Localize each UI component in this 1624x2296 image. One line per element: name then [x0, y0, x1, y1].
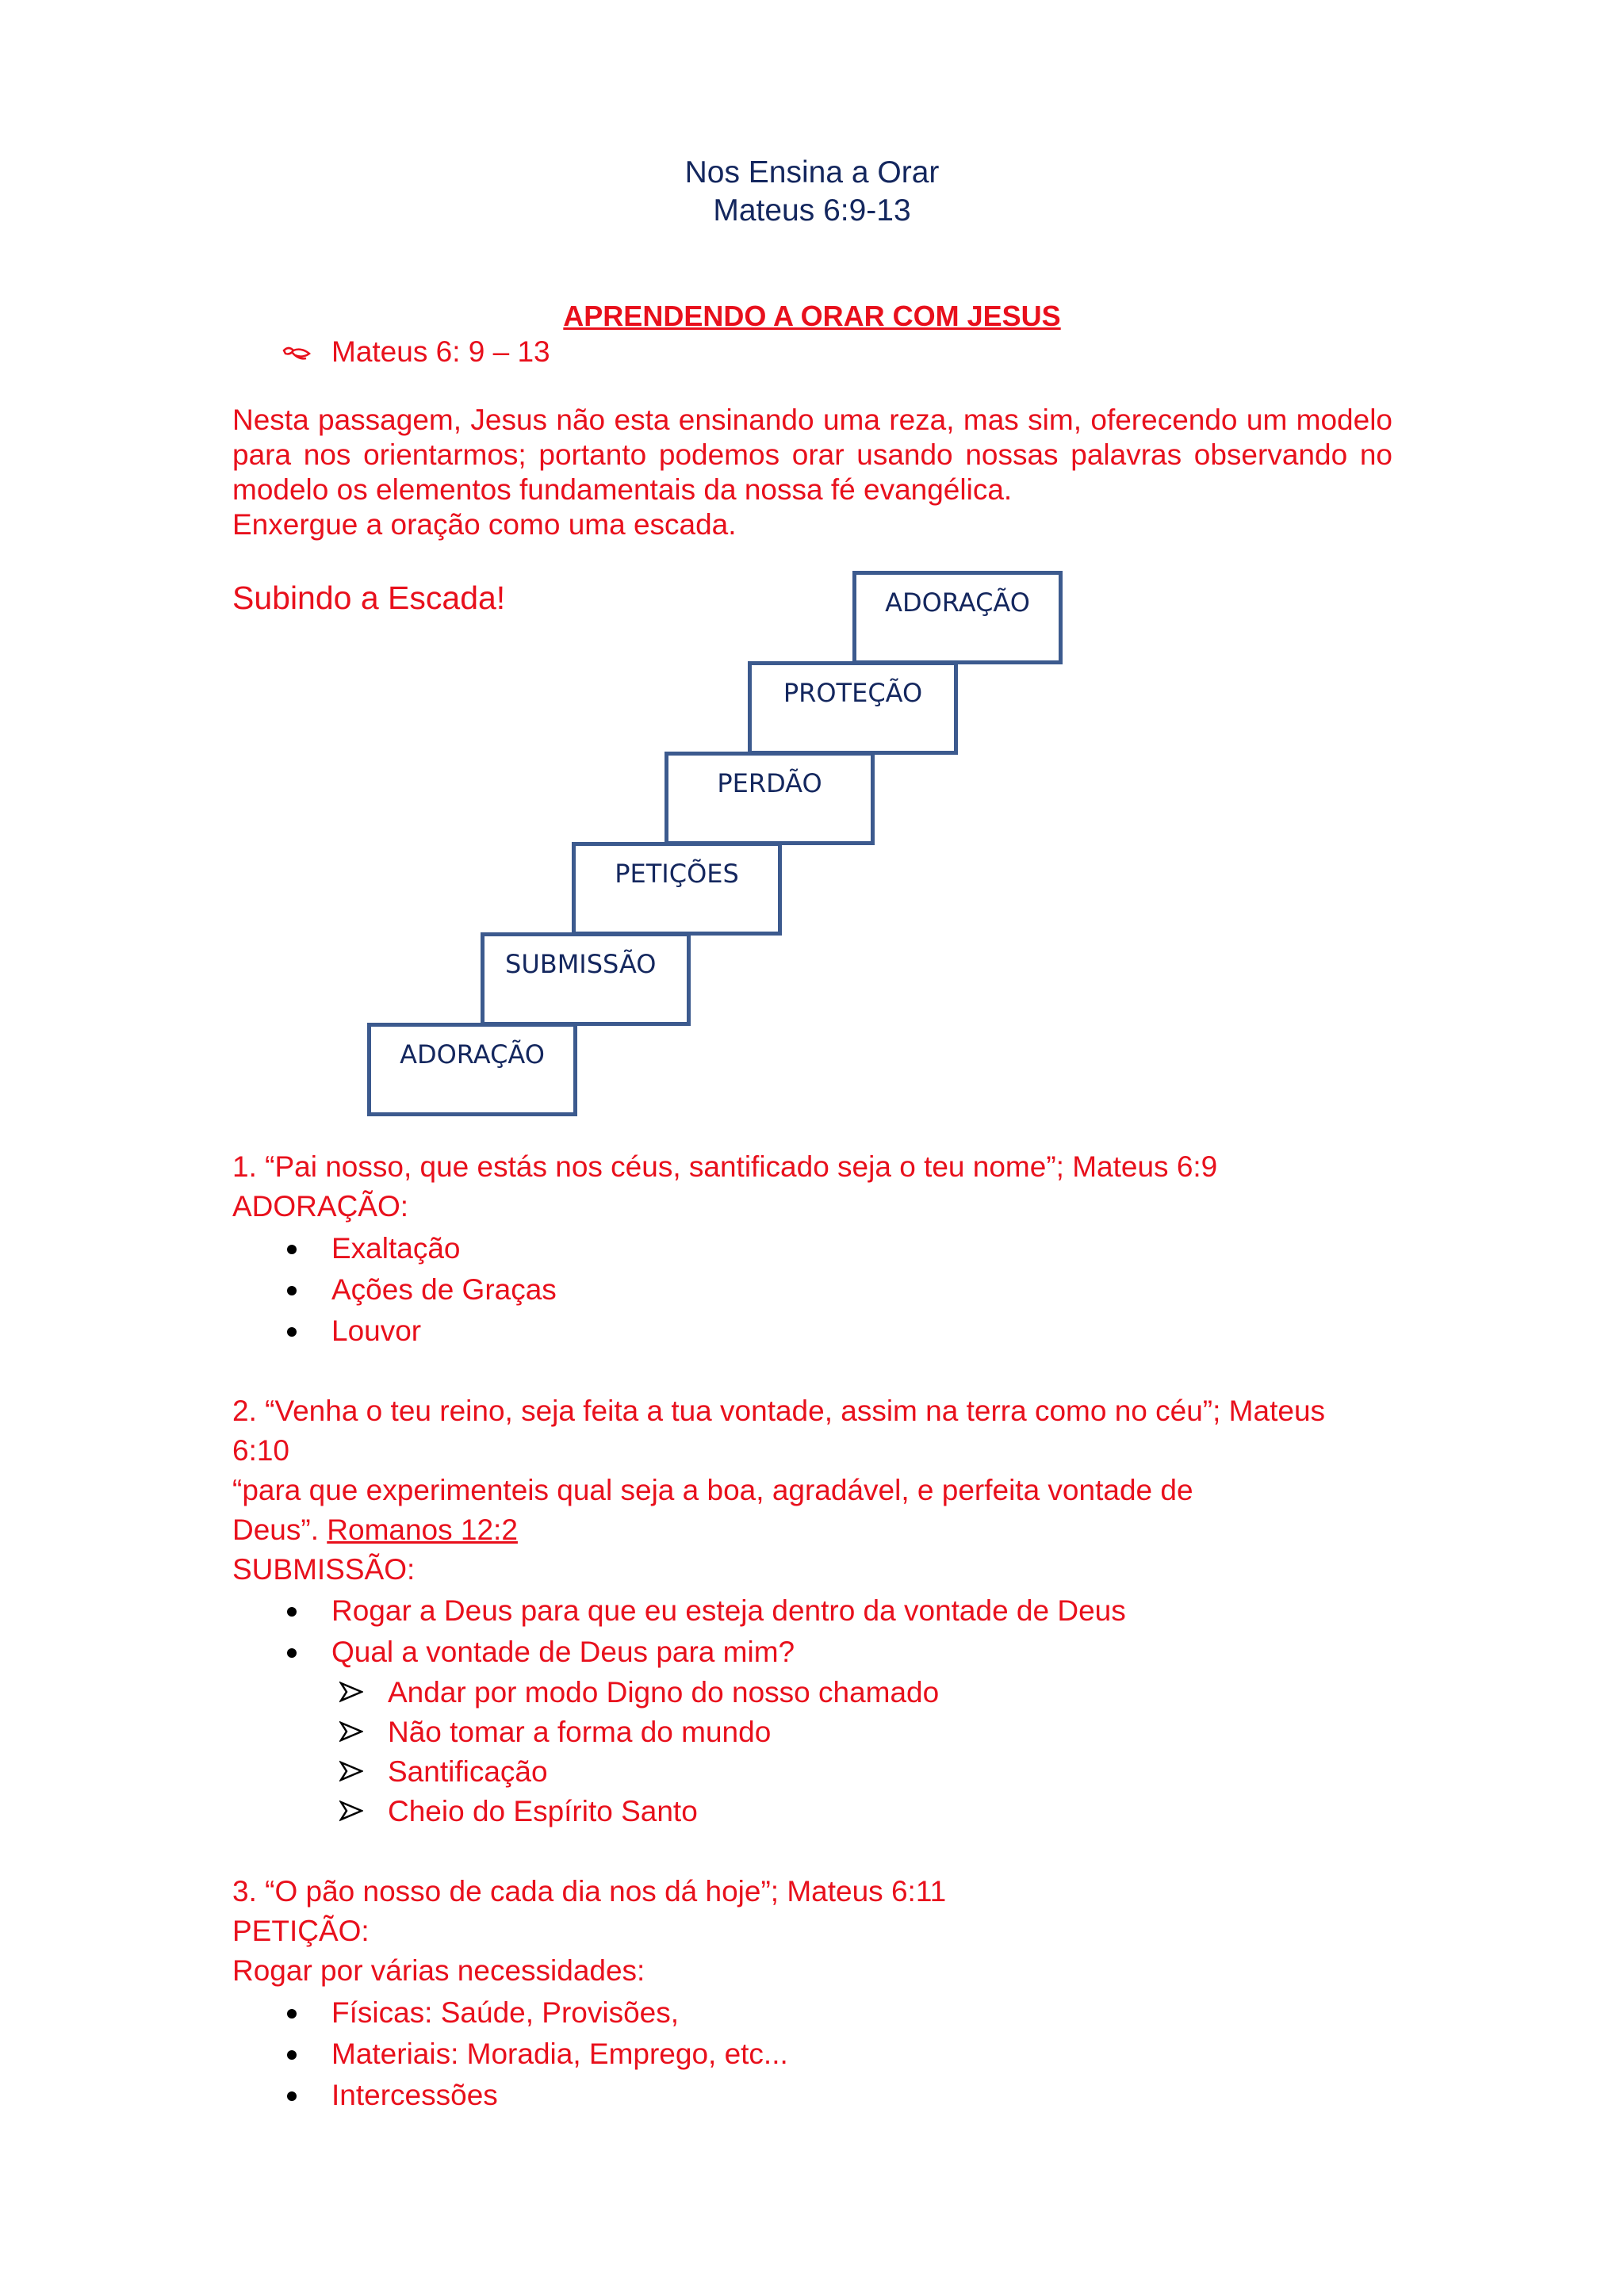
bullet-dot-icon	[287, 1648, 297, 1658]
arrowhead-icon	[339, 1799, 363, 1823]
section2-subitem: Cheio do Espírito Santo	[388, 1795, 698, 1827]
bullet-dot-icon	[287, 2091, 297, 2101]
section2-quote-prefix: Deus”.	[232, 1513, 327, 1546]
section2-label: SUBMISSÃO:	[232, 1553, 416, 1586]
ladder-step-5	[748, 661, 958, 755]
bullet-dot-icon	[287, 2009, 297, 2019]
section-heading: APRENDENDO A ORAR COM JESUS	[563, 300, 1061, 332]
section2-verse-line2: 6:10	[232, 1434, 290, 1467]
section1-item: Ações de Graças	[331, 1273, 557, 1306]
ladder-step-label: ADORAÇÃO	[400, 1039, 545, 1070]
section1-label: ADORAÇÃO:	[232, 1190, 409, 1223]
section3-item: Físicas: Saúde, Provisões,	[331, 1996, 680, 2029]
ladder-step-label: PETIÇÕES	[615, 859, 739, 889]
arrowhead-icon	[339, 1680, 363, 1704]
ladder-title: Subindo a Escada!	[232, 580, 506, 616]
ladder-step-label: ADORAÇÃO	[885, 587, 1030, 618]
section3-item: Materiais: Moradia, Emprego, etc...	[331, 2038, 788, 2070]
ladder-step-2	[481, 932, 691, 1026]
bullet-dot-icon	[287, 1286, 297, 1295]
ladder-step-1	[367, 1023, 577, 1116]
scripture-reference: Mateus 6: 9 – 13	[331, 335, 550, 368]
section3-label: PETIÇÃO:	[232, 1915, 370, 1947]
section2-quote-line1: “para que experimenteis qual seja a boa, agradável, e perfeita vontade de	[232, 1474, 1193, 1506]
arrowhead-icon	[339, 1720, 363, 1743]
section2-quote-line2	[232, 1513, 518, 1547]
section3-intro: Rogar por várias necessidades:	[232, 1954, 645, 1987]
section2-item: Rogar a Deus para que eu esteja dentro da vontade de Deus	[331, 1594, 1126, 1627]
section2-item: Qual a vontade de Deus para mim?	[331, 1636, 795, 1668]
bullet-dot-icon	[287, 1245, 297, 1254]
ladder-step-6	[852, 571, 1063, 664]
arrowhead-icon	[339, 1759, 363, 1783]
hand-pointing-icon	[282, 341, 311, 365]
section3-item: Intercessões	[331, 2079, 498, 2111]
bullet-dot-icon	[287, 1607, 297, 1617]
bullet-dot-icon	[287, 2050, 297, 2060]
document-title: Nos Ensina a Orar	[684, 155, 940, 189]
section2-subitem: Não tomar a forma do mundo	[388, 1716, 772, 1748]
section1-verse: 1. “Pai nosso, que estás nos céus, santificado seja o teu nome”; Mateus 6:9	[232, 1150, 1218, 1183]
section2-subitem: Santificação	[388, 1755, 548, 1788]
ladder-step-3	[572, 842, 782, 936]
section1-item: Louvor	[331, 1314, 422, 1347]
section3-verse: 3. “O pão nosso de cada dia nos dá hoje”; Mateus 6:11	[232, 1875, 947, 1908]
section1-item: Exaltação	[331, 1232, 461, 1265]
section2-verse-line1: 2. “Venha o teu reino, seja feita a tua vontade, assim na terra como no céu”; Mateus	[232, 1395, 1326, 1427]
ladder-step-label: SUBMISSÃO	[505, 949, 657, 979]
ladder-step-label: PROTEÇÃO	[783, 678, 923, 708]
section2-subitem: Andar por modo Digno do nosso chamado	[388, 1676, 940, 1709]
romanos-link[interactable]: Romanos 12:2	[327, 1513, 518, 1546]
document-reference: Mateus 6:9-13	[713, 193, 911, 228]
bullet-dot-icon	[287, 1327, 297, 1337]
ladder-step-4	[665, 752, 875, 845]
intro-paragraph: Nesta passagem, Jesus não esta ensinando uma reza, mas sim, oferecendo um modelo para nos orientarmos; portanto podemos orar usando nossas palavras observando no modelo os elementos fundamentais da nossa fé evangélica.	[232, 404, 1392, 506]
intro-line-ladder: Enxergue a oração como uma escada.	[232, 508, 737, 541]
ladder-step-label: PERDÃO	[717, 768, 822, 798]
